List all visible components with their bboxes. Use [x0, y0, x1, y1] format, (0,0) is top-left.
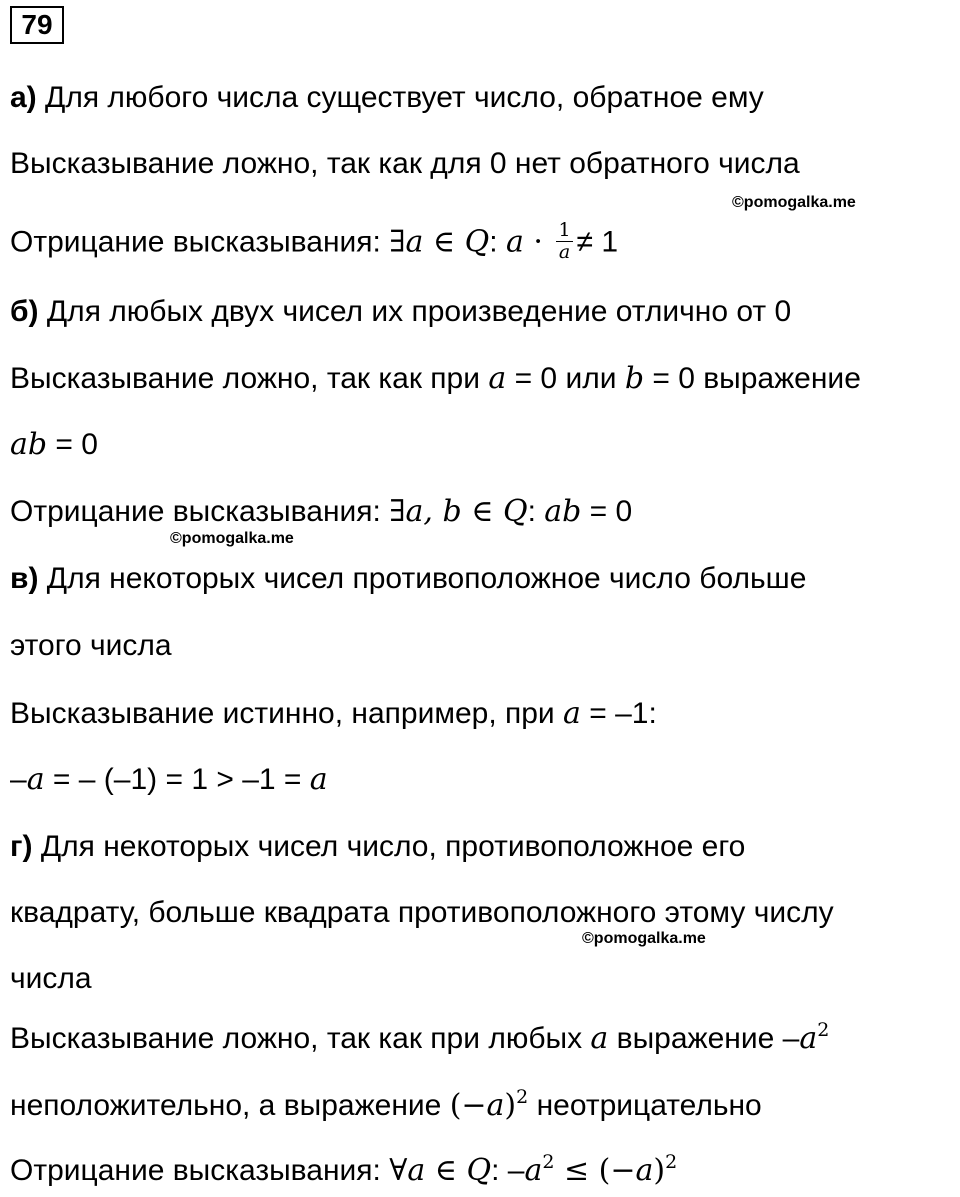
set-q: Q [466, 1153, 492, 1188]
var-a: a [563, 696, 581, 731]
fraction-denominator: a [558, 241, 571, 263]
watermark: ©pomogalka.me [732, 194, 856, 211]
var-a: a [486, 1088, 505, 1123]
watermark: ©pomogalka.me [170, 530, 294, 547]
part-a-negation [10, 219, 619, 265]
forall-symbol: ∀ [389, 1153, 408, 1188]
exponent-two: 2 [516, 1086, 529, 1108]
part-a-label: а) [10, 81, 37, 114]
exponent-two: 2 [665, 1151, 678, 1173]
part-b-verdict [10, 361, 861, 397]
negation-prefix: Отрицание высказывания: [10, 225, 390, 259]
neq-one: ≠ 1 [576, 225, 619, 259]
var-a: a [488, 361, 507, 396]
var-a: a [407, 1153, 426, 1188]
part-v-verdict [10, 696, 657, 732]
part-v-calculation [10, 762, 328, 798]
paren-close: ) [653, 1153, 666, 1188]
part-v-statement-cont: этого числа [10, 629, 172, 662]
negation-prefix: Отрицание высказывания: [10, 1154, 390, 1187]
verdict-text: неположительно, а выражение [10, 1089, 450, 1122]
part-a-verdict: Высказывание ложно, так как для 0 нет обратного числа [10, 147, 800, 180]
part-v-statement [10, 561, 806, 597]
part-b-text: Для любых двух чисел их произведение отлично от 0 [38, 295, 792, 328]
verdict-text: = 0 выражение [644, 362, 861, 395]
part-a-statement [10, 80, 764, 116]
le-symbol: ≤ [554, 1153, 599, 1188]
part-v-label: в) [10, 562, 39, 595]
dot-operator: · [523, 224, 553, 260]
verdict-text: Высказывание ложно, так как при любых [10, 1022, 591, 1055]
var-a: a [309, 762, 328, 797]
part-g-label: г) [10, 830, 33, 863]
var-a: a [26, 762, 45, 797]
exponent-two: 2 [817, 1019, 830, 1041]
colon: : [527, 495, 545, 528]
verdict-text: Высказывание ложно, так как при [10, 362, 489, 395]
var-a: a [799, 1021, 818, 1056]
var-a: a [405, 224, 424, 260]
set-q: Q [464, 224, 490, 260]
var-b: b [624, 361, 645, 396]
var-ab: ab [544, 494, 582, 529]
equals-zero: = 0 [581, 495, 633, 528]
set-q: Q [502, 494, 528, 529]
part-g-statement-end: числа [10, 962, 92, 995]
fraction-numerator: 1 [558, 219, 571, 241]
part-b-expression [10, 427, 98, 463]
verdict-text: выражение – [608, 1022, 800, 1055]
verdict-text: = –1: [580, 697, 657, 730]
fraction-one-over-a [556, 220, 572, 263]
var-a: a [635, 1153, 654, 1188]
colon: : [489, 225, 506, 259]
paren-open: (− [449, 1088, 487, 1123]
part-b-label: б) [10, 295, 39, 328]
part-v-text: Для некоторых чисел противоположное число больше [38, 562, 807, 595]
part-g-text: Для некоторых чисел число, противоположное его [32, 830, 746, 863]
negation-prefix: Отрицание высказывания: [10, 495, 390, 528]
verdict-text: Высказывание истинно, например, при [10, 697, 564, 730]
var-a: a [590, 1021, 609, 1056]
part-g-negation [10, 1153, 677, 1189]
var-a: a [524, 1153, 543, 1188]
part-b-negation [10, 494, 632, 530]
part-a-text: Для любого числа существует число, обратное ему [36, 81, 764, 114]
part-b-statement [10, 294, 791, 330]
var-a: a [505, 224, 524, 260]
exists-symbol: ∃ [389, 494, 406, 529]
part-g-statement-cont: квадрату, больше квадрата противоположного этому числу [10, 896, 834, 929]
part-g-verdict [10, 1021, 829, 1057]
verdict-text: неотрицательно [528, 1089, 762, 1122]
in-symbol: ∈ [423, 224, 465, 260]
part-g-statement [10, 829, 745, 865]
exists-symbol: ∃ [389, 224, 406, 260]
in-symbol: ∈ [461, 494, 503, 529]
exponent-two: 2 [542, 1151, 555, 1173]
colon-minus: : – [491, 1154, 525, 1187]
watermark: ©pomogalka.me [582, 930, 706, 947]
paren-open: (− [598, 1153, 636, 1188]
in-symbol: ∈ [425, 1153, 467, 1188]
paren-close: ) [504, 1088, 517, 1123]
equals-zero: = 0 [47, 428, 98, 461]
problem-number: 79 [10, 6, 64, 44]
verdict-text: = 0 или [506, 362, 625, 395]
calc-middle: = – (–1) = 1 > –1 = [44, 763, 310, 796]
var-ab: ab [10, 427, 48, 462]
minus-sign: – [10, 763, 27, 796]
part-g-verdict-cont [10, 1088, 762, 1124]
var-ab-list: a, b [405, 494, 462, 529]
